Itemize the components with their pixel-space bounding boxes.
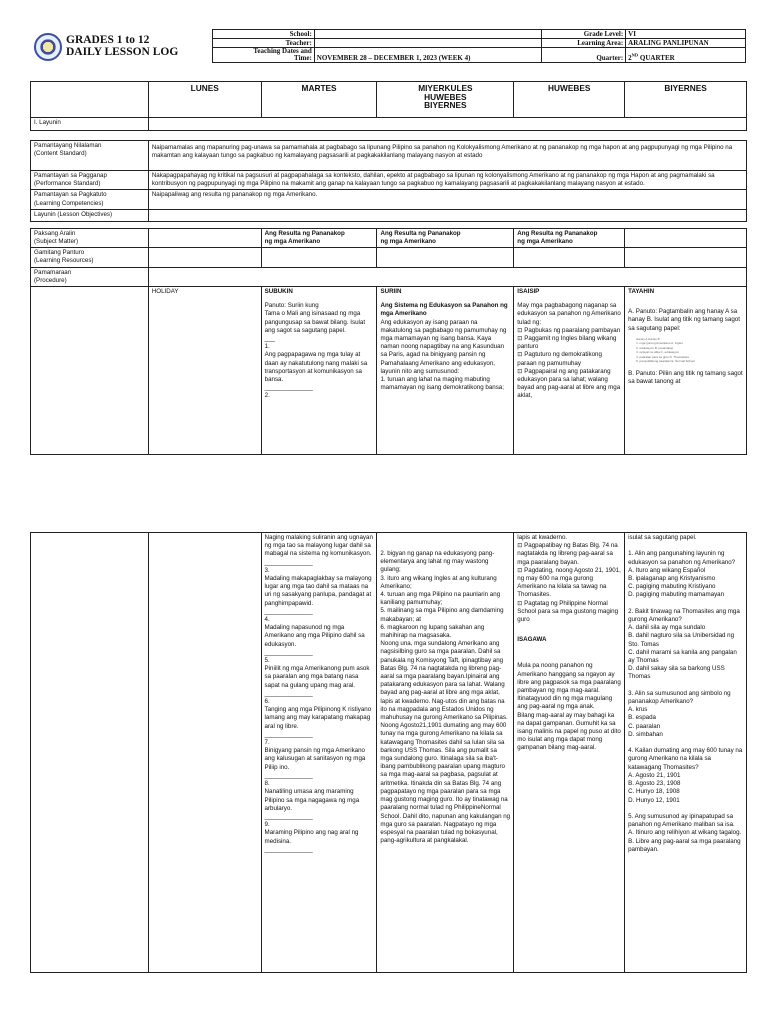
area-label: Learning Area: — [542, 39, 626, 48]
performance-standard-text: Nakapagpapahayag ng kritikal na pagsusuri at pagpapahalaga sa konteksto, dahilan, epekto at pagbabago sa lipunan ng kolonyalismong Amerikano at ng pananakop ng mga Hapon at ang pagmamalaki sa kontribusyon ng pagpupunyagi ng mga Pilipino na makamit ang ganap na kalayaan tungo sa pagkabuo ng kamalayang pagsasarili at pagkakakilanlang malayang nasyon at estado. — [148, 171, 746, 190]
quarter-word: QUARTER — [639, 54, 675, 62]
subukin-continuation: Naging malaking suliranin ang ugnayan ng mga tao sa malayong lugar dahil sa mabagal na sistema ng komunikasyon. ______________ 3. Madaling makapaglakbay sa malayong lugar ang mga tao dahil sa mataas na uri ng sasakyang panlupa, pandagat at panghimpapawid. ______________ 4. Madaling napasunod ng mga Amerikano ang mga Pilipino dahil sa edukasyon. ______________ 5. Piniilit ng mga Amerikanong pum asok sa paaralan ang mga batang nasa sapat na gulang upang mag aral. ______________ 6. Tanging ang mga Pilipinong K ristiyano lamang ang may karapatang makapag aral ng libre. ______________ 7. Binigyang pansin ng mga Amerikano ang kalusugan at sanitasyon ng mga Piliip ino. ______________ 8. Nanatiling umasa ang maraming Pilipino sa mga nagagawa ng mga arbularyo. ______________ 9. Maraming Pilipino ang nag aral ng medisina. ______________ — [261, 533, 377, 973]
resources-cell[interactable] — [514, 248, 625, 267]
thursday-continuation — [514, 533, 625, 973]
title-dll: DAILY LESSON LOG — [66, 46, 179, 58]
holiday-label: HOLIDAY — [151, 288, 179, 296]
header-info-table — [212, 29, 746, 63]
suriin-continuation: 2. bigyan ng ganap na edukasyong pang-elementarya ang lahat ng may wastong gulang; 3. ituro ang wikang Ingles at ang kulturang Amerikano; 4. turuan ang mga Pilipino na paunlarin ang kaniliang pamumuhay; 5. mailinang sa mga Pilipino ang damdaming makabayan; at 6. magkaroon ng lupang sakahan ang mahihirap na magsasaka. Noong una, mga sundalong Amerikano ang nagsisilbing guro sa mga paaralan. Dahil sa panukala ng Komisyong Taft, ipinagtibay ang Batas Blg. 74 na nagtatakda ng libreng pag-aaral sa mga paaralang bayan.Ipinairal ang patakarang edukasyon para sa lahat. Walang bayad ang pag-aaral at libre ang mga aklat, lapis at kwaderno. Nag-utos din ang batas na ito na magpadala ang Estados Unidos ng mahuhusay na gurong Amerikano sa Pilipinas. Noong Agosto21,1901 dumating ang may 600 tunay na mga gurong Amerikano na kilala sa katawagang Thomasites dahil sa lulan sila sa barkong USS Thomas. Sila ang pumalit sa mga sundalong guro. Itinalaga sila sa iba't-ibang pambublikong paaralan upang magturo sa mga mag-aaral sa pagbasa, pagsulat at aritmetika. Itinakda din sa Batas Blg. 74 ang pagpapatayo ng mga paaralan para sa mga mag gustong maging guro. Ito ay tinatawag na paaralang normal tulad ng PhilippineNormal School. Dahil dito, napunan ang kakulangan ng mga guro sa paaralan. Nagpatayo ng mga espesyal na paaralan tulad ng bokasyunal, pang-agrikultura at pangkalakal. — [377, 533, 514, 973]
subukin-text: Panuto: Suriin kung Tama o Mali ang isinasaad ng mga pangungusap sa bawat bilang. Isulat ang sagot sa sagutang papel. ___ 1. Ang pagpapagawa ng mga tulay at daan ay nakatutulong nang malaki sa transportasyon at komunikasyon sa bansa. ______________ 2. — [264, 302, 368, 400]
resources-cell[interactable] — [148, 248, 261, 267]
objectives-row — [31, 209, 747, 221]
objectives-label: Layunin (Lesson Objectives) — [31, 209, 149, 221]
subject-friday — [625, 228, 747, 247]
dates-label-line2: Time: — [294, 54, 312, 62]
day-tuesday: MARTES — [261, 82, 377, 118]
suriin-text: Ang edukasyon ay isang paraan na makatulong sa pagbabago ng pamumuhay ng mga mamamayan ng isang bansa. Kaya naman noong napagtibay na ang Kasunduan sa Paris, agad na binigyang pansin ng Pamahalaang Amerikano ang edukasyon, layunin nito ang sumusunod: 1. turuan ang lahat na maging mabuting mamamayan ng isang demokratikong bansa; — [380, 318, 507, 392]
procedure-continuation-row — [31, 533, 747, 973]
subukin-heading: SUBUKIN — [264, 288, 293, 296]
layunin-field[interactable] — [148, 118, 746, 131]
area-field[interactable]: ARALING PANLIPUNAN — [626, 39, 746, 48]
teacher-field[interactable] — [314, 39, 542, 48]
procedure-label: Pamamaraan (Procedure) — [31, 267, 149, 286]
resources-cell[interactable] — [377, 248, 514, 267]
suriin-subheading: Ang Sistema ng Edukasyon sa Panahon ng mga Amerikano — [380, 302, 508, 318]
competencies-label: Pamantayan sa Pagkatuto (Learning Competencies) — [31, 190, 149, 209]
competencies-text: Naipapaliwag ang resulta ng pananakop ng mga Amerikano. — [148, 190, 746, 209]
subject-monday — [148, 228, 261, 247]
procedure-spacer — [148, 267, 746, 286]
layunin-row — [31, 118, 747, 131]
deped-seal-logo — [34, 33, 62, 61]
tayahin-continuation: isulat sa sagutang papel. 1. Alin ang pangunahing layunin ng edukasyon sa panahon ng Amerikano? A. Ituro ang wikang Español B. ipalaganap ang Kristyanismo C. pagiging mabuting Kristiyano D. pagiging mabuting mamamayan 2. Bakit tinawag na Thomasites ang mga gurong Amerikano? A. dahil sila ay mga sundalo B. dahil nagturo sila sa Unibersidad ng Sto. Tomas C. dahil marami sa kanila ang pangalan ay Thomas D. dahil sakay sila sa barkong USS Thomas 3. Alin sa sumusunod ang simbolo ng pananakop Amerikano? A. krus B. espada C. paaralan D. simbahan 4. Kailan dumating ang may 600 tunay na gurong Amerikano na kilala sa katawagang Thomasites? A. Agosto 21, 1901 B. Agosto 23, 1908 C. Hunyo 18, 1908 D. Hunyo 12, 1901 5. Ang sumusunod ay ipinapatupad sa panahon ng Amerikano maliban sa isa. A. Itinuro ang relihiyon at wikang tagalog. B. Libre ang pag-aaral sa mga paaralang pambayan. — [625, 533, 747, 973]
blank-header-cell — [31, 82, 149, 118]
quarter-label: Quarter: — [542, 48, 626, 63]
competencies-row — [31, 190, 747, 209]
quarter-number: 2 — [628, 54, 632, 62]
procedure-friday — [625, 287, 747, 455]
isaisip-heading: ISAISIP — [517, 288, 540, 296]
day-wed-thu-fri: MIYERKULES HUWEBES BIYERNES — [377, 82, 514, 118]
spacer-row — [31, 131, 747, 141]
dates-label-line1: Teaching Dates and — [253, 47, 312, 55]
isaisip-continuation: lapis at kwaderno. ⊡ Pagpapatibay ng Batas Blg. 74 na nagtatakda ng libreng pag-aaral sa mga paaralang bayan. ⊡ Pagdating, noong Agosto 21, 1901, ng may 600 na mga gurong Amerikano na kilala sa tawag na Thomasites. ⊡ Pagtatag ng Philippine Normal School para sa mga gustong maging guro — [517, 534, 621, 624]
tayahin-heading: TAYAHIN — [628, 288, 655, 296]
matching-table-thumbnail: Hanay A Hanay B 1. mga gurong Amerikano A. Ingles 2. edukasyon B. pananakop 3. opisyal na wika C. edukasyon 4. paaralan para sa guro D. Thomasites 5. pampublikong paaralan E. Normal School — [636, 336, 695, 364]
subject-matter-label: Paksang Aralin (Subject Matter) — [31, 228, 149, 247]
procedure-row — [31, 287, 747, 455]
tayahin-instruction-b: B. Panuto: Piliin ang titik ng tamang sagot sa bawat tanong at — [628, 369, 743, 386]
day-thursday: HUWEBES — [514, 82, 625, 118]
subject-wed: Ang Resulta ng Pananakop ng mga Amerikano — [377, 228, 514, 247]
dates-label — [213, 48, 315, 63]
teacher-label: Teacher: — [213, 39, 315, 48]
content-standard-text: Naipamamalas ang mapanuring pag-unawa sa pamamahala at pagbabago sa lipunang Pilipino sa panahon ng Kolokyalismong Amerikano at ng pananakop ng mga hapon at ang pagpupunyagi ng mga Pilipino na makamtan ang kalayaan tungo sa pagkabuo ng kamalayang pagsasarili at pagkakakilanlang malayang nasyon at estado — [148, 141, 746, 171]
quarter-suffix: ND — [631, 52, 639, 58]
procedure-label-row — [31, 267, 747, 286]
procedure-tuesday — [261, 287, 377, 455]
resources-label: Gamitang Panturo (Learning Resources) — [31, 248, 149, 267]
document-title — [66, 34, 178, 58]
title-grades: GRADES 1 to 12 — [66, 34, 150, 46]
spacer-row — [31, 221, 747, 228]
dates-field[interactable]: NOVEMBER 28 – DECEMBER 1, 2023 (WEEK 4) — [314, 48, 542, 63]
content-standard-row — [31, 141, 747, 171]
school-label: School: — [213, 30, 315, 39]
lesson-log-table — [30, 81, 747, 455]
quarter-field[interactable] — [626, 48, 746, 63]
day-friday: BIYERNES — [625, 82, 747, 118]
procedure-monday — [148, 287, 261, 455]
resources-row — [31, 248, 747, 267]
grade-field[interactable]: VI — [626, 30, 746, 39]
content-standard-label: Pamantayang Nilalaman (Content Standard) — [31, 141, 149, 171]
subject-matter-row — [31, 228, 747, 247]
isagawa-heading: ISAGAWA — [517, 636, 547, 644]
performance-standard-row — [31, 171, 747, 190]
resources-cell[interactable] — [261, 248, 377, 267]
day-header-row — [31, 82, 747, 118]
suriin-heading: SURIIN — [380, 288, 402, 296]
subject-thursday: Ang Resulta ng Pananakop ng mga Amerikano — [514, 228, 625, 247]
subject-tuesday: Ang Resulta ng Pananakop ng mga Amerikano — [261, 228, 377, 247]
procedure-wed — [377, 287, 514, 455]
resources-cell[interactable] — [625, 248, 747, 267]
grade-label: Grade Level: — [542, 30, 626, 39]
school-field[interactable] — [314, 30, 542, 39]
isaisip-text: May mga pagbabagong naganap sa edukasyon sa panahon ng Amerikano tulad ng: ⊡ Pagbukas ng paaralang pambayan ⊡ Paggamit ng Ingles bilang wikang panturo ⊡ Pagtuturo ng demokratikong paraan ng pamumuhay ⊡ Pagpapairal ng ang patakarang edukasyon para sa lahat; walang bayad ang pag-aaral at libre ang mga aklat, — [517, 302, 621, 400]
performance-standard-label: Pamantayan sa Pagganap (Performance Standard) — [31, 171, 149, 190]
objectives-field[interactable] — [148, 209, 746, 221]
tayahin-instruction-a: A. Panuto: Pagtambalin ang hanay A sa hanay B. Isulat ang titik ng tamang sagot sa sagutang papel: — [628, 308, 740, 332]
isagawa-text: Mula pa noong panahon ng Amerikano hanggang sa ngayon ay libre ang pagpasok sa mga paaralang pambayan ng mga mag-aaral. Itinatagyuod din ng mga magulang ang pag-aaral ng mga anak. Bilang mag-aaral ay may bahagi ka na dapat gampanan. Gumuhit ka sa isang malinis na papel ng puso at dito mo isulat ang mga dapat mong gampanan bilang mag-aaral. — [517, 662, 621, 752]
continuation-monday — [148, 533, 261, 973]
day-monday: LUNES — [148, 82, 261, 118]
layunin-label: I. Layunin — [31, 118, 149, 131]
procedure-thursday — [514, 287, 625, 455]
continuation-blank — [31, 533, 149, 973]
lesson-log-continuation-table — [30, 532, 747, 973]
procedure-blank — [31, 287, 149, 455]
